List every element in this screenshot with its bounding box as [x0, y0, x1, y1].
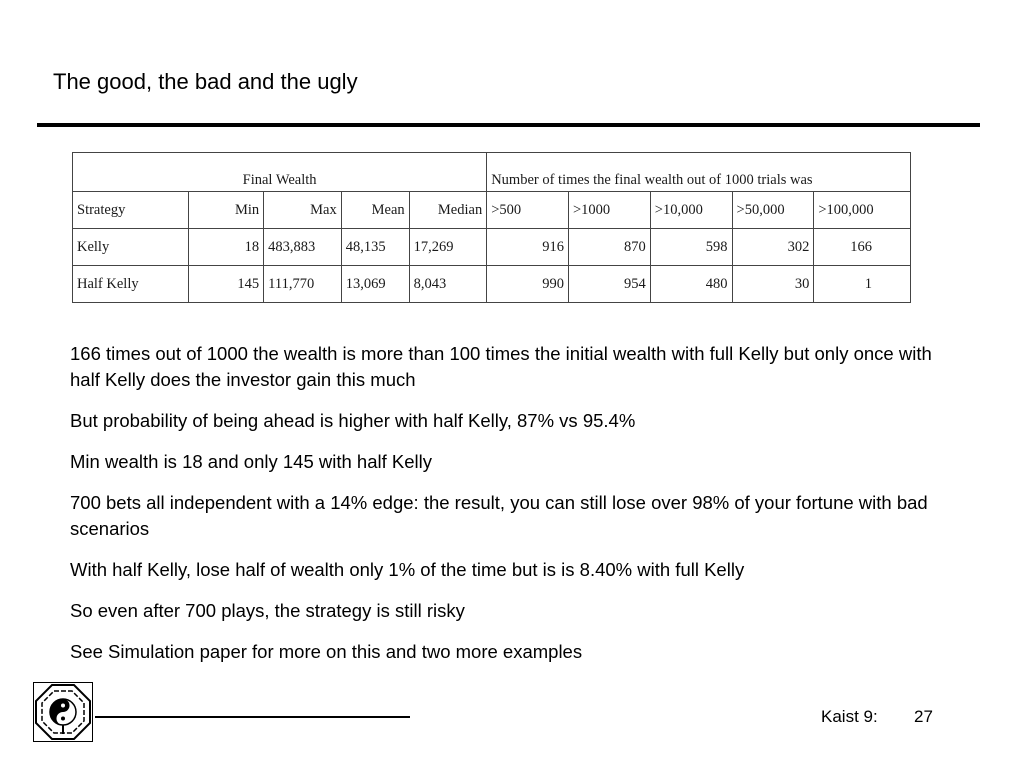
- footer-divider: [95, 716, 410, 718]
- results-table: [72, 152, 911, 303]
- table-header-row: [73, 192, 911, 229]
- cell-strategy: Kelly: [73, 229, 189, 266]
- page-number: 27: [914, 707, 933, 726]
- header-min: Min: [188, 192, 263, 229]
- cell-gt10000: 598: [650, 229, 732, 266]
- logo-icon: [33, 682, 93, 742]
- cell-gt50000: 30: [732, 266, 814, 303]
- cell-min: 145: [188, 266, 263, 303]
- cell-gt50000: 302: [732, 229, 814, 266]
- title-divider: [37, 123, 980, 127]
- cell-min: 18: [188, 229, 263, 266]
- note-item: But probability of being ahead is higher with half Kelly, 87% vs 95.4%: [70, 410, 636, 431]
- cell-max: 483,883: [264, 229, 342, 266]
- cell-gt500: 916: [487, 229, 569, 266]
- header-median: Median: [409, 192, 487, 229]
- note-item: So even after 700 plays, the strategy is still risky: [70, 600, 465, 621]
- header-gt500: >500: [487, 192, 569, 229]
- notes-list: [70, 341, 950, 680]
- group-header-final-wealth: Final Wealth: [73, 153, 487, 192]
- cell-gt10000: 480: [650, 266, 732, 303]
- cell-gt500: 990: [487, 266, 569, 303]
- cell-gt1000: 870: [568, 229, 650, 266]
- header-gt50000: >50,000: [732, 192, 814, 229]
- table-row: [73, 229, 911, 266]
- note-item: Min wealth is 18 and only 145 with half Kelly: [70, 451, 432, 472]
- header-mean: Mean: [341, 192, 409, 229]
- header-max: Max: [264, 192, 342, 229]
- cell-gt1000: 954: [568, 266, 650, 303]
- cell-gt100000: 1: [814, 266, 911, 303]
- header-gt100000: >100,000: [814, 192, 911, 229]
- header-strategy: Strategy: [73, 192, 189, 229]
- note-item: 166 times out of 1000 the wealth is more than 100 times the initial wealth with full Kelly but only once with half Kelly does the investor gain this much: [70, 343, 932, 390]
- cell-gt100000: 166: [814, 229, 911, 266]
- cell-mean: 48,135: [341, 229, 409, 266]
- note-item: See Simulation paper for more on this and two more examples: [70, 641, 583, 662]
- cell-median: 8,043: [409, 266, 487, 303]
- header-gt10000: >10,000: [650, 192, 732, 229]
- table-row: [73, 266, 911, 303]
- table-group-header-row: [73, 153, 911, 192]
- footer-label: Kaist 9:: [821, 707, 878, 726]
- cell-max: 111,770: [264, 266, 342, 303]
- cell-mean: 13,069: [341, 266, 409, 303]
- group-header-trial-counts: Number of times the final wealth out of 1000 trials was: [487, 153, 911, 192]
- note-item: With half Kelly, lose half of wealth only 1% of the time but is is 8.40% with full Kelly: [70, 559, 745, 580]
- slide-title: The good, the bad and the ugly: [53, 69, 358, 94]
- header-gt1000: >1000: [568, 192, 650, 229]
- note-item: 700 bets all independent with a 14% edge: the result, you can still lose over 98% of your fortune with bad scenarios: [70, 492, 928, 539]
- cell-strategy: Half Kelly: [73, 266, 189, 303]
- cell-median: 17,269: [409, 229, 487, 266]
